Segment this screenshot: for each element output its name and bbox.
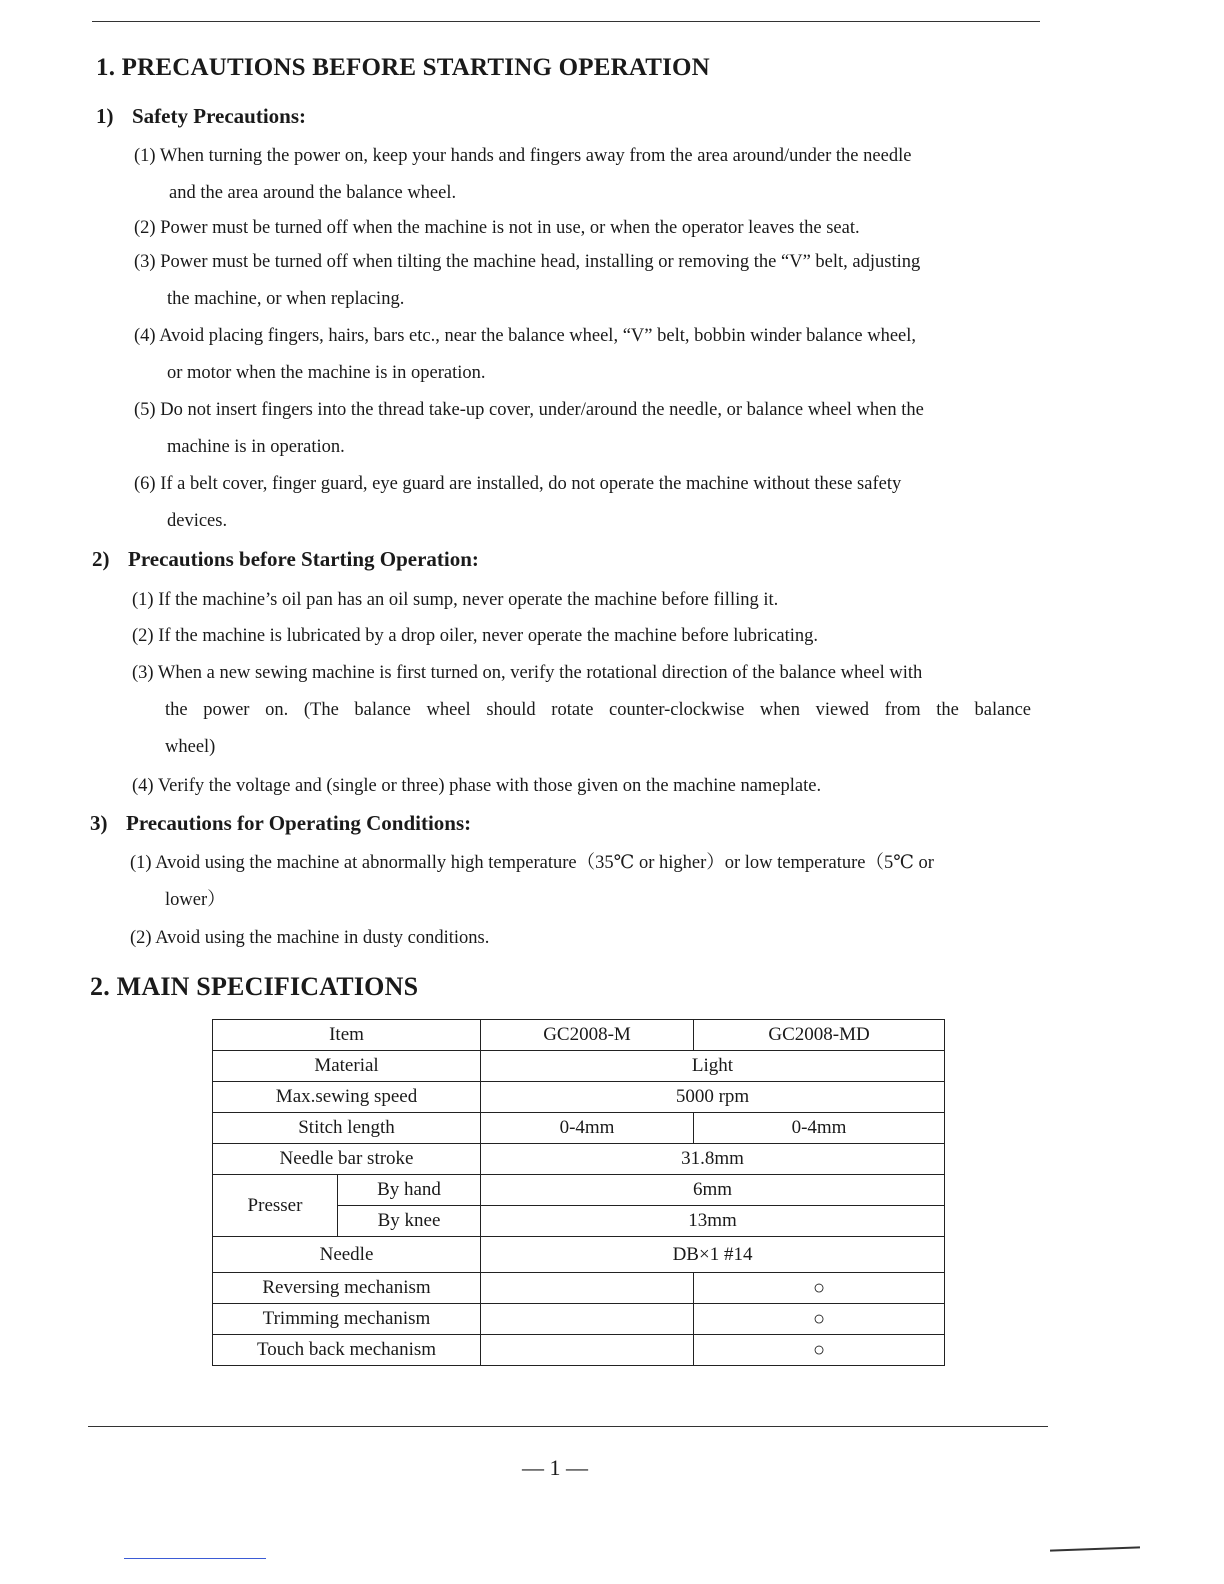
item-text: If the machine’s oil pan has an oil sump, never operate the machine before filling it. xyxy=(158,590,779,610)
row-value xyxy=(481,1335,694,1366)
item-text: Do not insert fingers into the thread take-up cover, under/around the needle, or balance wheel when the xyxy=(160,400,924,420)
item-text-continued: machine is in operation. xyxy=(167,437,345,457)
item-number: (4) xyxy=(132,776,154,796)
row-value: Light xyxy=(481,1051,945,1082)
item-number: (3) xyxy=(132,663,154,683)
item-text-continued: wheel) xyxy=(165,737,216,757)
row-label: Needle xyxy=(213,1237,481,1273)
item-number: (2) xyxy=(132,626,154,646)
list-item xyxy=(134,466,1044,540)
subsection-starting-title xyxy=(92,547,479,572)
table-row xyxy=(213,1113,945,1144)
list-item xyxy=(132,582,1042,619)
list-item xyxy=(134,392,1044,466)
row-value xyxy=(481,1304,694,1335)
row-value-circle: ○ xyxy=(694,1273,945,1304)
item-text: Avoid using the machine in dusty conditions. xyxy=(155,928,490,948)
row-value-circle: ○ xyxy=(694,1304,945,1335)
specifications-table xyxy=(212,1019,945,1366)
table-row xyxy=(213,1082,945,1113)
subsection-conditions-title xyxy=(90,811,471,836)
list-item xyxy=(132,768,1042,805)
list-item xyxy=(130,845,1042,919)
item-number: (1) xyxy=(132,590,154,610)
table-row xyxy=(213,1051,945,1082)
item-text: When a new sewing machine is first turned on, verify the rotational direction of the balance wheel with xyxy=(157,663,923,683)
row-sublabel: By hand xyxy=(338,1175,481,1206)
item-text: Power must be turned off when tilting the machine head, installing or removing the “V” belt, adjusting xyxy=(160,252,921,272)
section-2-title: 2. MAIN SPECIFICATIONS xyxy=(90,972,419,1001)
row-label: Needle bar stroke xyxy=(213,1144,481,1175)
item-number: (1) xyxy=(130,853,152,873)
row-label: Material xyxy=(213,1051,481,1082)
list-item xyxy=(134,210,1044,247)
item-text: Avoid using the machine at abnormally high temperature（35℃ or higher）or low temperature（5℃ or xyxy=(155,853,934,873)
table-row xyxy=(213,1304,945,1335)
header-model-m: GC2008-M xyxy=(481,1020,694,1051)
row-value-circle: ○ xyxy=(694,1335,945,1366)
item-text-continued: and the area around the balance wheel. xyxy=(169,183,457,203)
item-text-continued: the power on. (The balance wheel should rotate counter-clockwise when viewed from the balance xyxy=(165,700,1031,720)
item-number: (1) xyxy=(134,146,156,166)
subsection-label: Precautions for Operating Conditions: xyxy=(126,811,472,835)
item-number: (3) xyxy=(134,252,156,272)
list-item xyxy=(130,920,1042,957)
table-row xyxy=(213,1144,945,1175)
table-row xyxy=(213,1273,945,1304)
item-text: Avoid placing fingers, hairs, bars etc., near the balance wheel, “V” belt, bobbin winder balance wheel, xyxy=(159,326,917,346)
row-value: 0-4mm xyxy=(481,1113,694,1144)
item-number: (6) xyxy=(134,474,156,494)
item-text: Verify the voltage and (single or three) phase with those given on the machine nameplate. xyxy=(157,776,822,796)
page-number: — 1 — xyxy=(522,1455,588,1480)
bottom-rule xyxy=(88,1426,1048,1427)
list-item xyxy=(132,618,1042,655)
subsection-label: Safety Precautions: xyxy=(132,104,306,128)
item-number: (2) xyxy=(134,218,156,238)
subsection-safety-title xyxy=(96,104,306,129)
subsection-label: Precautions before Starting Operation: xyxy=(128,547,479,571)
item-text-continued: lower） xyxy=(165,890,226,910)
table-row xyxy=(213,1020,945,1051)
row-label: Stitch length xyxy=(213,1113,481,1144)
list-item xyxy=(134,138,1044,212)
row-sublabel: By knee xyxy=(338,1206,481,1237)
item-text: If a belt cover, finger guard, eye guard are installed, do not operate the machine without these safety xyxy=(160,474,902,494)
item-number: (4) xyxy=(134,326,156,346)
row-value: DB×1 #14 xyxy=(481,1237,945,1273)
table-row xyxy=(213,1237,945,1273)
top-rule xyxy=(92,21,1040,22)
corner-mark xyxy=(1050,1546,1140,1551)
list-item xyxy=(132,655,1042,766)
header-item: Item xyxy=(213,1020,481,1051)
list-item xyxy=(134,318,1044,392)
subsection-number: 1) xyxy=(96,104,114,128)
row-label: Touch back mechanism xyxy=(213,1335,481,1366)
item-number: (5) xyxy=(134,400,156,420)
underline-mark xyxy=(124,1558,266,1559)
row-label-presser: Presser xyxy=(213,1175,338,1237)
table-row xyxy=(213,1175,945,1206)
item-text-continued: or motor when the machine is in operation. xyxy=(167,363,486,383)
row-value: 0-4mm xyxy=(694,1113,945,1144)
row-value: 5000 rpm xyxy=(481,1082,945,1113)
subsection-number: 2) xyxy=(92,547,110,571)
item-text-continued: devices. xyxy=(167,511,228,531)
row-value: 31.8mm xyxy=(481,1144,945,1175)
row-value: 6mm xyxy=(481,1175,945,1206)
item-number: (2) xyxy=(130,928,152,948)
item-text: Power must be turned off when the machine is not in use, or when the operator leaves the seat. xyxy=(160,218,860,238)
table-row xyxy=(213,1335,945,1366)
subsection-number: 3) xyxy=(90,811,108,835)
row-label: Max.sewing speed xyxy=(213,1082,481,1113)
section-1-title: 1. PRECAUTIONS BEFORE STARTING OPERATION xyxy=(96,54,710,81)
list-item xyxy=(134,244,1044,318)
row-label: Reversing mechanism xyxy=(213,1273,481,1304)
row-value xyxy=(481,1273,694,1304)
row-label: Trimming mechanism xyxy=(213,1304,481,1335)
item-text-continued: the machine, or when replacing. xyxy=(167,289,405,309)
header-model-md: GC2008-MD xyxy=(694,1020,945,1051)
item-text: When turning the power on, keep your hands and fingers away from the area around/under the needle xyxy=(159,146,912,166)
item-text: If the machine is lubricated by a drop oiler, never operate the machine before lubricating. xyxy=(158,626,819,646)
row-value: 13mm xyxy=(481,1206,945,1237)
